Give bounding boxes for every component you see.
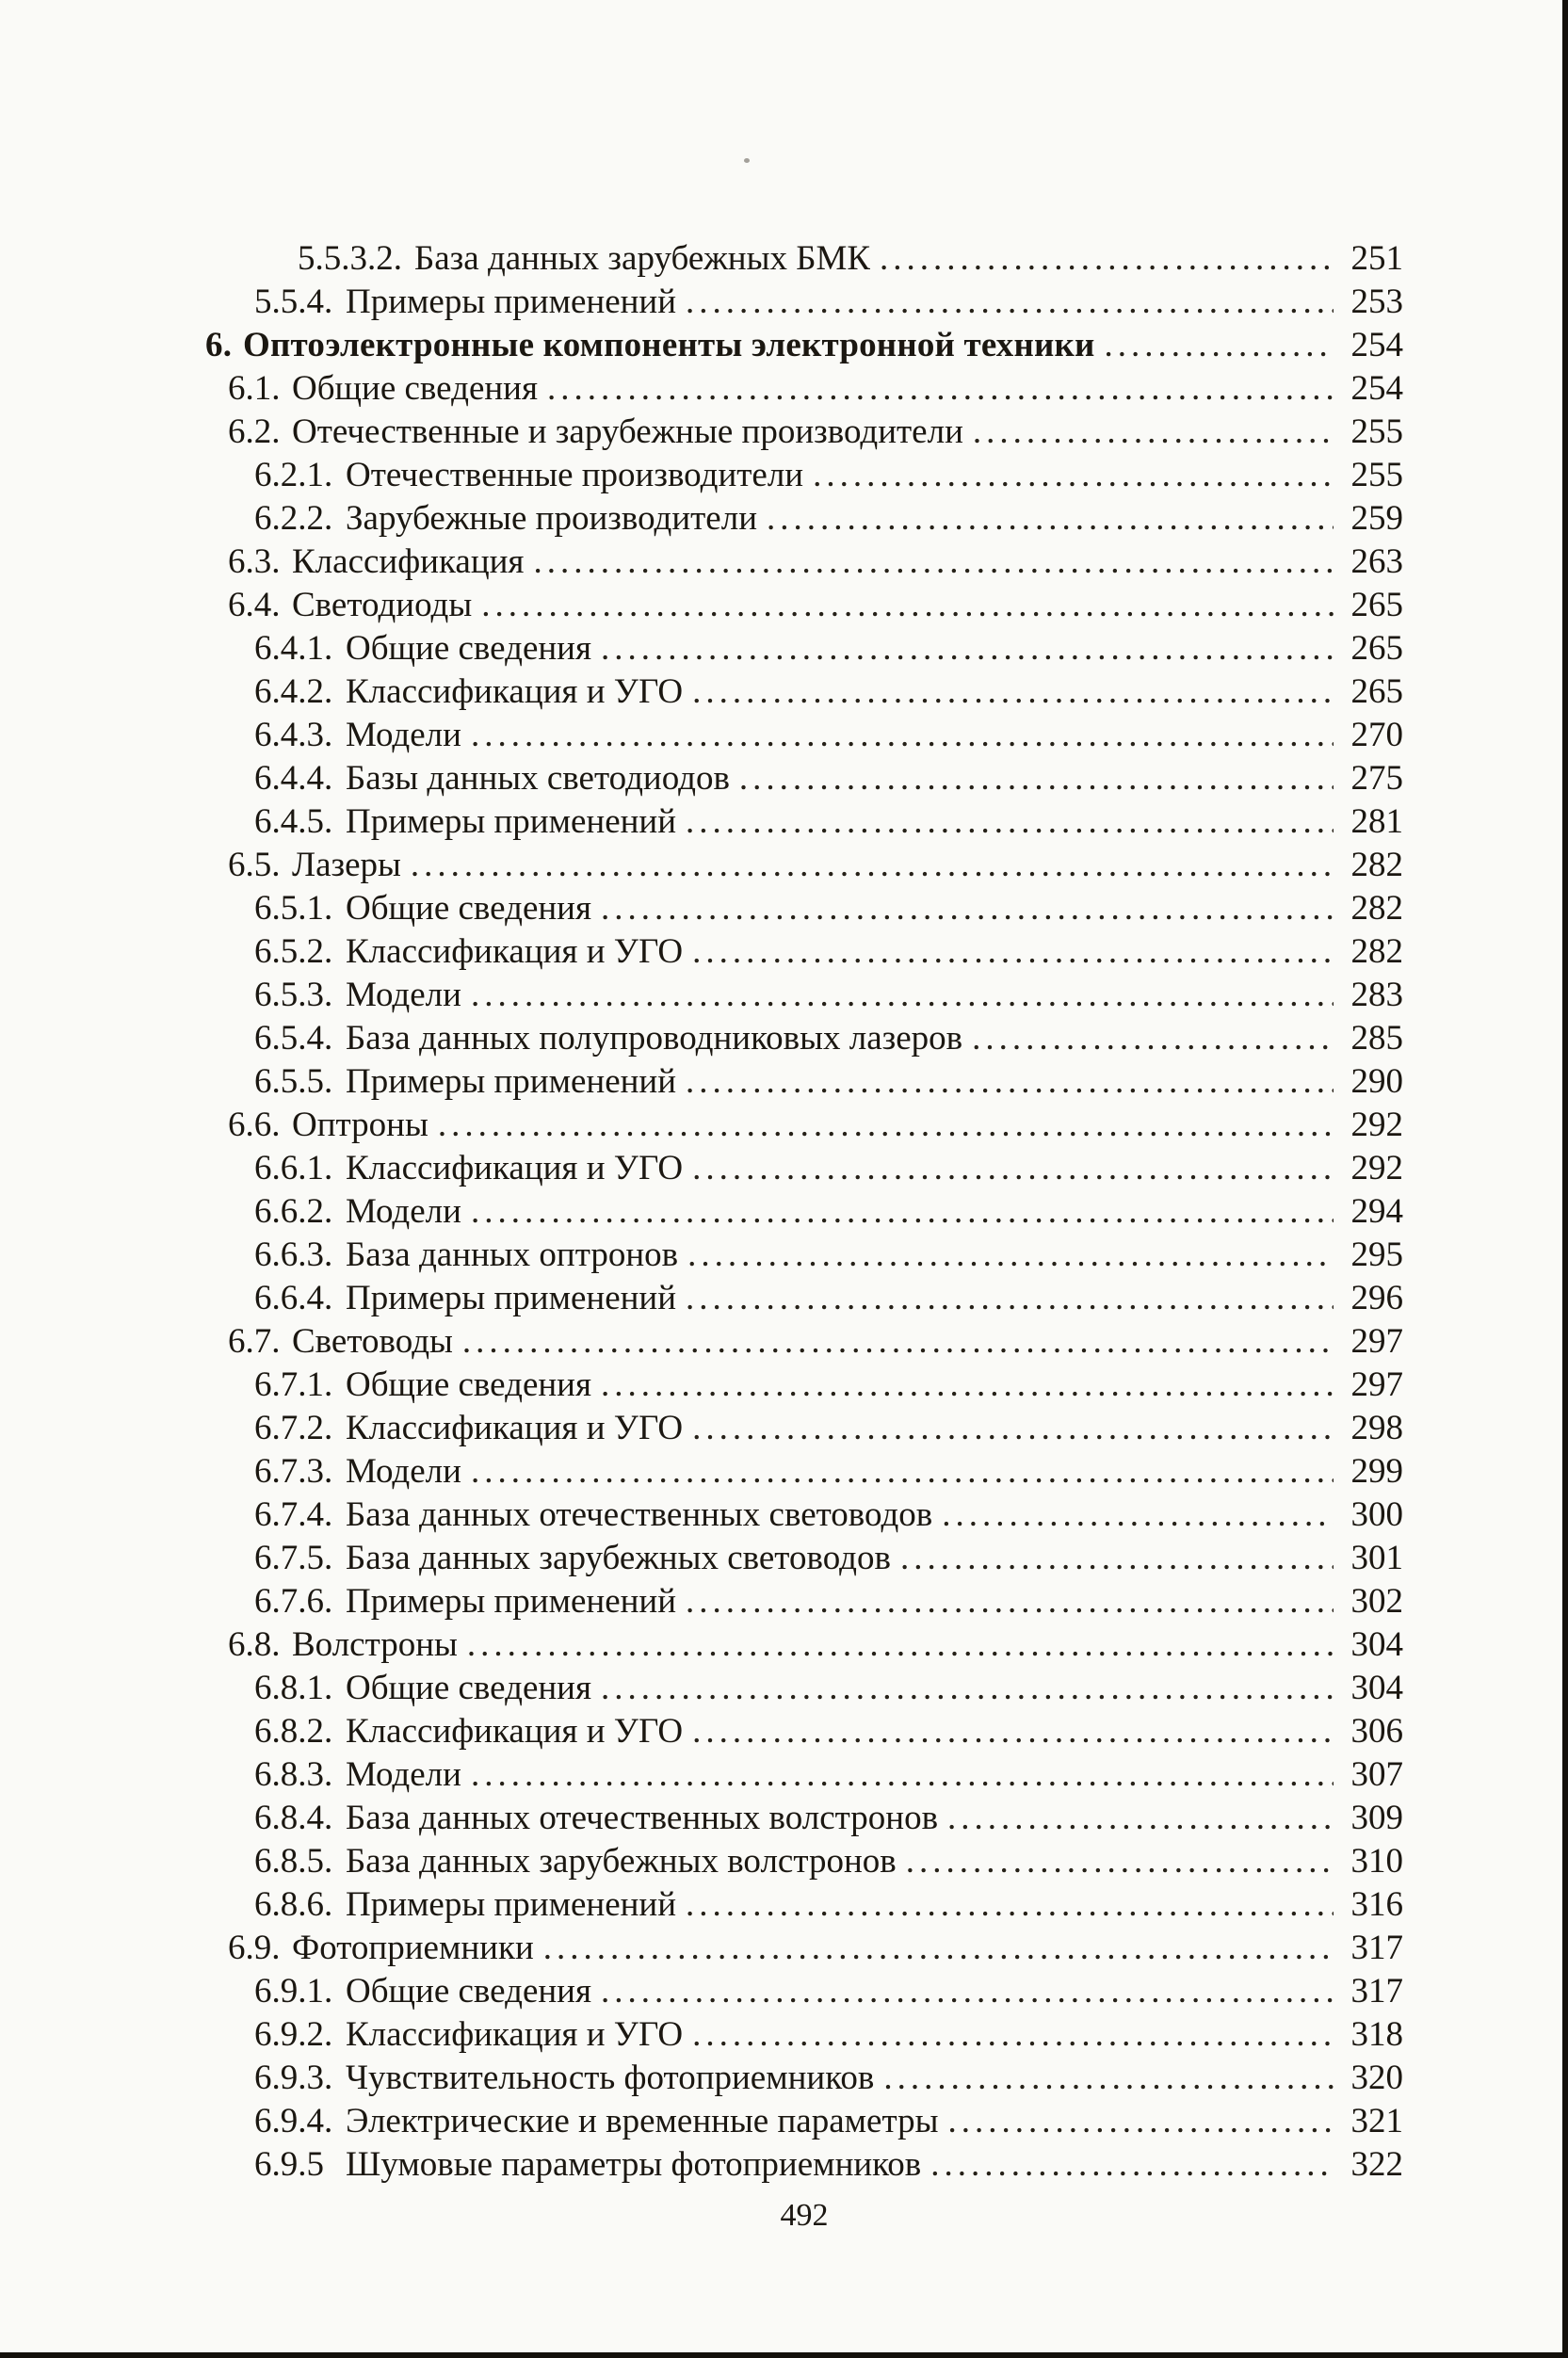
toc-leader-dots xyxy=(411,844,1334,887)
toc-entry-title: Классификация и УГО xyxy=(346,932,684,971)
toc-entry-number: 6.4.2. xyxy=(254,672,333,711)
toc-entry-page: 317 xyxy=(1350,1929,1403,1967)
toc-leader-dots xyxy=(686,800,1334,844)
toc-entry-page: 299 xyxy=(1350,1452,1403,1491)
toc-entry xyxy=(205,454,1403,497)
toc-leader-dots xyxy=(547,367,1334,411)
toc-leader-dots xyxy=(601,1364,1334,1407)
toc-entry xyxy=(205,281,1403,324)
toc-entry xyxy=(205,497,1403,541)
toc-entry-number: 6.5.2. xyxy=(254,932,333,971)
toc-entry-number: 6.6.4. xyxy=(254,1279,333,1317)
toc-entry-number: 6.4.3. xyxy=(254,716,333,754)
toc-leader-dots xyxy=(692,1147,1334,1190)
toc-entry-number: 6.2.2. xyxy=(254,499,333,538)
toc-entry-number: 6.1. xyxy=(228,369,281,408)
toc-entry xyxy=(205,1234,1403,1277)
toc-entry xyxy=(205,1494,1403,1537)
toc-entry xyxy=(205,1537,1403,1580)
toc-entry xyxy=(205,1927,1403,1970)
toc-leader-dots xyxy=(471,1753,1334,1797)
toc-entry xyxy=(205,1017,1403,1060)
toc-entry xyxy=(205,887,1403,930)
toc-entry-page: 300 xyxy=(1350,1495,1403,1534)
toc-entry-title: Чувствительность фотоприемников xyxy=(346,2059,875,2097)
toc-entry-number: 6.9. xyxy=(228,1929,281,1967)
toc-entry-title: Классификация xyxy=(292,542,525,581)
toc-entry-title: Отечественные производители xyxy=(346,456,804,494)
toc-entry-title: База данных зарубежных волстронов xyxy=(346,1842,897,1881)
toc-entry-number: 6.7.6. xyxy=(254,1582,333,1621)
toc-entry-page: 255 xyxy=(1350,412,1403,451)
toc-entry-title: База данных зарубежных БМК xyxy=(414,239,871,278)
toc-entry-number: 6.5.5. xyxy=(254,1062,333,1101)
toc-leader-dots xyxy=(880,237,1334,281)
toc-entry-title: Оптоэлектронные компоненты электронной техники xyxy=(243,326,1095,364)
toc-entry-title: Волстроны xyxy=(292,1625,458,1664)
toc-entry xyxy=(205,2143,1403,2187)
toc-entry-title: Общие сведения xyxy=(346,1972,591,2011)
scan-edge-bottom xyxy=(0,2352,1568,2358)
toc-entry-page: 297 xyxy=(1350,1365,1403,1404)
toc-entry-number: 6.8.4. xyxy=(254,1799,333,1837)
toc-entry-number: 5.5.3.2. xyxy=(298,239,402,278)
toc-entry-number: 6.4.4. xyxy=(254,759,333,798)
toc-entry-page: 282 xyxy=(1350,889,1403,928)
toc-entry-number: 6.5.3. xyxy=(254,976,333,1014)
toc-entry-title: Примеры применений xyxy=(346,1279,677,1317)
toc-entry-number: 6.7.2. xyxy=(254,1409,333,1447)
toc-entry xyxy=(205,930,1403,974)
toc-entry-number: 6.7. xyxy=(228,1322,281,1361)
toc-leader-dots xyxy=(533,541,1334,584)
toc-entry xyxy=(205,800,1403,844)
toc-leader-dots xyxy=(692,670,1334,714)
toc-entry-title: Модели xyxy=(346,1192,461,1231)
toc-leader-dots xyxy=(471,974,1334,1017)
toc-entry-title: База данных полупроводниковых лазеров xyxy=(346,1019,963,1058)
toc-entry xyxy=(205,757,1403,800)
toc-entry-number: 6.6.1. xyxy=(254,1149,333,1187)
toc-entry-page: 310 xyxy=(1350,1842,1403,1881)
toc-entry-page: 304 xyxy=(1350,1625,1403,1664)
toc-entry-title: Общие сведения xyxy=(346,1365,591,1404)
toc-entry-number: 6.6.2. xyxy=(254,1192,333,1231)
toc-leader-dots xyxy=(767,497,1334,541)
toc-entry xyxy=(205,1797,1403,1840)
toc-entry-number: 6.8. xyxy=(228,1625,281,1664)
toc-entry-page: 265 xyxy=(1350,672,1403,711)
toc-entry xyxy=(205,1580,1403,1623)
toc-entry-number: 6.5.4. xyxy=(254,1019,333,1058)
toc-entry-page: 265 xyxy=(1350,586,1403,624)
toc-leader-dots xyxy=(543,1927,1334,1970)
toc-entry-number: 6.8.5. xyxy=(254,1842,333,1881)
toc-entry xyxy=(205,844,1403,887)
toc-entry-title: Классификация и УГО xyxy=(346,672,684,711)
toc-entry-page: 282 xyxy=(1350,932,1403,971)
toc-entry-page: 316 xyxy=(1350,1885,1403,1924)
toc-entry-title: Общие сведения xyxy=(346,629,591,668)
toc-entry-number: 6.5. xyxy=(228,846,281,884)
toc-entry-number: 6.7.5. xyxy=(254,1539,333,1577)
toc-entry-page: 263 xyxy=(1350,542,1403,581)
toc-leader-dots xyxy=(942,1494,1334,1537)
toc-leader-dots xyxy=(687,1234,1334,1277)
toc-entry-title: Примеры применений xyxy=(346,1885,677,1924)
toc-entry-page: 297 xyxy=(1350,1322,1403,1361)
toc-entry-page: 259 xyxy=(1350,499,1403,538)
toc-entry xyxy=(205,1364,1403,1407)
toc-entry-title: Световоды xyxy=(292,1322,453,1361)
toc-leader-dots xyxy=(601,627,1334,670)
toc-entry-page: 302 xyxy=(1350,1582,1403,1621)
toc-entry xyxy=(205,1623,1403,1667)
toc-leader-dots xyxy=(601,887,1334,930)
toc-entry-page: 253 xyxy=(1350,283,1403,321)
toc-entry-page: 298 xyxy=(1350,1409,1403,1447)
toc-entry-page: 282 xyxy=(1350,846,1403,884)
toc-content xyxy=(205,237,1403,2237)
toc-entry-page: 304 xyxy=(1350,1669,1403,1707)
toc-entry xyxy=(205,1710,1403,1753)
scan-speck xyxy=(744,158,750,163)
toc-leader-dots xyxy=(739,757,1334,800)
toc-entry-title: База данных отечественных волстронов xyxy=(346,1799,939,1837)
toc-entry-page: 322 xyxy=(1350,2145,1403,2184)
toc-entry xyxy=(205,1104,1403,1147)
toc-leader-dots xyxy=(467,1623,1334,1667)
toc-entry-page: 292 xyxy=(1350,1149,1403,1187)
toc-leader-dots xyxy=(471,714,1334,757)
toc-entry xyxy=(205,1753,1403,1797)
toc-entry xyxy=(205,1407,1403,1450)
toc-entry-page: 306 xyxy=(1350,1712,1403,1751)
toc-entry xyxy=(205,324,1403,367)
toc-leader-dots xyxy=(438,1104,1334,1147)
toc-entry-title: Электрические и временные параметры xyxy=(346,2102,939,2140)
toc-entry xyxy=(205,1840,1403,1883)
toc-leader-dots xyxy=(947,2100,1334,2143)
toc-entry-number: 6.4.1. xyxy=(254,629,333,668)
toc-leader-dots xyxy=(1105,324,1334,367)
toc-leader-dots xyxy=(686,1060,1334,1104)
toc-entry-title: Шумовые параметры фотоприемников xyxy=(346,2145,922,2184)
toc-entry-number: 6.4.5. xyxy=(254,802,333,841)
toc-entry-title: База данных зарубежных световодов xyxy=(346,1539,891,1577)
toc-entry-title: Примеры применений xyxy=(346,1582,677,1621)
toc-entry xyxy=(205,1147,1403,1190)
toc-entry-page: 275 xyxy=(1350,759,1403,798)
toc-entry-number: 6.2.1. xyxy=(254,456,333,494)
toc-entry-title: Лазеры xyxy=(292,846,401,884)
toc-entry-title: Светодиоды xyxy=(292,586,473,624)
toc-entry-title: База данных оптронов xyxy=(346,1236,679,1274)
toc-entry-number: 6.4. xyxy=(228,586,281,624)
toc-entry-title: База данных отечественных световодов xyxy=(346,1495,933,1534)
toc-entry-page: 254 xyxy=(1350,369,1403,408)
toc-leader-dots xyxy=(930,2143,1334,2187)
toc-entry-number: 6.9.2. xyxy=(254,2015,333,2054)
toc-entry-number: 6.7.4. xyxy=(254,1495,333,1534)
toc-entry-title: Базы данных светодиодов xyxy=(346,759,730,798)
toc-entry-title: Классификация и УГО xyxy=(346,1712,684,1751)
toc-entry-title: Примеры применений xyxy=(346,1062,677,1101)
toc-entry-number: 5.5.4. xyxy=(254,283,333,321)
toc-leader-dots xyxy=(686,1580,1334,1623)
toc-entry-page: 307 xyxy=(1350,1755,1403,1794)
toc-leader-dots xyxy=(692,1407,1334,1450)
toc-entry xyxy=(205,1320,1403,1364)
toc-leader-dots xyxy=(471,1450,1334,1494)
toc-entry-page: 292 xyxy=(1350,1106,1403,1144)
toc-entry xyxy=(205,1190,1403,1234)
toc-entry xyxy=(205,974,1403,1017)
toc-entry-number: 6.9.5 xyxy=(254,2145,324,2184)
toc-entry-number: 6.8.3. xyxy=(254,1755,333,1794)
toc-entry-title: Классификация и УГО xyxy=(346,1409,684,1447)
toc-entry-number: 6.6. xyxy=(228,1106,281,1144)
toc-entry-title: Модели xyxy=(346,716,461,754)
toc-entry-title: Общие сведения xyxy=(346,889,591,928)
toc-entry-number: 6. xyxy=(205,326,233,364)
toc-entry xyxy=(205,627,1403,670)
toc-entry xyxy=(205,2100,1403,2143)
toc-entry-number: 6.7.3. xyxy=(254,1452,333,1491)
toc-entry-number: 6.5.1. xyxy=(254,889,333,928)
toc-entry xyxy=(205,1667,1403,1710)
toc-leader-dots xyxy=(686,1277,1334,1320)
toc-entry-number: 6.2. xyxy=(228,412,281,451)
toc-entry-page: 309 xyxy=(1350,1799,1403,1837)
toc-entry-title: Классификация и УГО xyxy=(346,1149,684,1187)
toc-entry-title: Примеры применений xyxy=(346,802,677,841)
toc-entry xyxy=(205,2057,1403,2100)
toc-entry-page: 254 xyxy=(1350,326,1403,364)
toc-leader-dots xyxy=(973,411,1334,454)
toc-entry xyxy=(205,2013,1403,2057)
scan-edge-right xyxy=(1562,0,1568,2358)
toc-entry-number: 6.3. xyxy=(228,542,281,581)
toc-entry-number: 6.9.4. xyxy=(254,2102,333,2140)
toc-leader-dots xyxy=(906,1840,1334,1883)
toc-entry-page: 283 xyxy=(1350,976,1403,1014)
toc-entry xyxy=(205,584,1403,627)
toc-entry-number: 6.8.1. xyxy=(254,1669,333,1707)
toc-entry-page: 270 xyxy=(1350,716,1403,754)
toc-entry-page: 294 xyxy=(1350,1192,1403,1231)
toc-leader-dots xyxy=(883,2057,1334,2100)
toc-leader-dots xyxy=(601,1667,1334,1710)
toc-entry-title: Примеры применений xyxy=(346,283,677,321)
toc-entry xyxy=(205,1060,1403,1104)
toc-entry xyxy=(205,237,1403,281)
toc-leader-dots xyxy=(692,1710,1334,1753)
toc-entry-page: 321 xyxy=(1350,2102,1403,2140)
toc-entry-number: 6.9.1. xyxy=(254,1972,333,2011)
toc-list xyxy=(205,237,1403,2187)
toc-entry xyxy=(205,367,1403,411)
toc-entry-number: 6.9.3. xyxy=(254,2059,333,2097)
toc-entry-page: 295 xyxy=(1350,1236,1403,1274)
toc-entry xyxy=(205,1277,1403,1320)
toc-entry-title: Модели xyxy=(346,1755,461,1794)
toc-entry xyxy=(205,411,1403,454)
toc-entry-number: 6.8.2. xyxy=(254,1712,333,1751)
toc-entry-title: Общие сведения xyxy=(346,1669,591,1707)
toc-entry-page: 320 xyxy=(1350,2059,1403,2097)
toc-leader-dots xyxy=(947,1797,1334,1840)
toc-entry-page: 251 xyxy=(1350,239,1403,278)
toc-entry xyxy=(205,670,1403,714)
toc-leader-dots xyxy=(462,1320,1334,1364)
toc-leader-dots xyxy=(471,1190,1334,1234)
toc-entry xyxy=(205,1970,1403,2013)
toc-entry-title: Зарубежные производители xyxy=(346,499,757,538)
toc-entry xyxy=(205,714,1403,757)
toc-entry xyxy=(205,1450,1403,1494)
toc-leader-dots xyxy=(686,281,1334,324)
toc-entry-page: 255 xyxy=(1350,456,1403,494)
toc-entry xyxy=(205,1883,1403,1927)
toc-entry-title: Оптроны xyxy=(292,1106,428,1144)
toc-entry-title: Отечественные и зарубежные производители xyxy=(292,412,963,451)
page-number: 492 xyxy=(780,2198,829,2233)
toc-entry-title: Общие сведения xyxy=(292,369,538,408)
toc-entry-page: 317 xyxy=(1350,1972,1403,2011)
toc-leader-dots xyxy=(481,584,1334,627)
toc-entry-page: 318 xyxy=(1350,2015,1403,2054)
toc-entry-title: Модели xyxy=(346,976,461,1014)
toc-entry-page: 281 xyxy=(1350,802,1403,841)
toc-entry-page: 296 xyxy=(1350,1279,1403,1317)
toc-entry-number: 6.6.3. xyxy=(254,1236,333,1274)
toc-entry-page: 285 xyxy=(1350,1019,1403,1058)
toc-leader-dots xyxy=(601,1970,1334,2013)
toc-entry-page: 301 xyxy=(1350,1539,1403,1577)
toc-entry-title: Фотоприемники xyxy=(292,1929,534,1967)
toc-entry-page: 265 xyxy=(1350,629,1403,668)
toc-entry xyxy=(205,541,1403,584)
toc-entry-page: 290 xyxy=(1350,1062,1403,1101)
toc-entry-number: 6.7.1. xyxy=(254,1365,333,1404)
toc-leader-dots xyxy=(692,2013,1334,2057)
toc-leader-dots xyxy=(692,930,1334,974)
toc-entry-title: Модели xyxy=(346,1452,461,1491)
toc-entry-number: 6.8.6. xyxy=(254,1885,333,1924)
toc-leader-dots xyxy=(686,1883,1334,1927)
toc-leader-dots xyxy=(900,1537,1334,1580)
toc-entry-title: Классификация и УГО xyxy=(346,2015,684,2054)
toc-leader-dots xyxy=(813,454,1334,497)
toc-leader-dots xyxy=(972,1017,1334,1060)
